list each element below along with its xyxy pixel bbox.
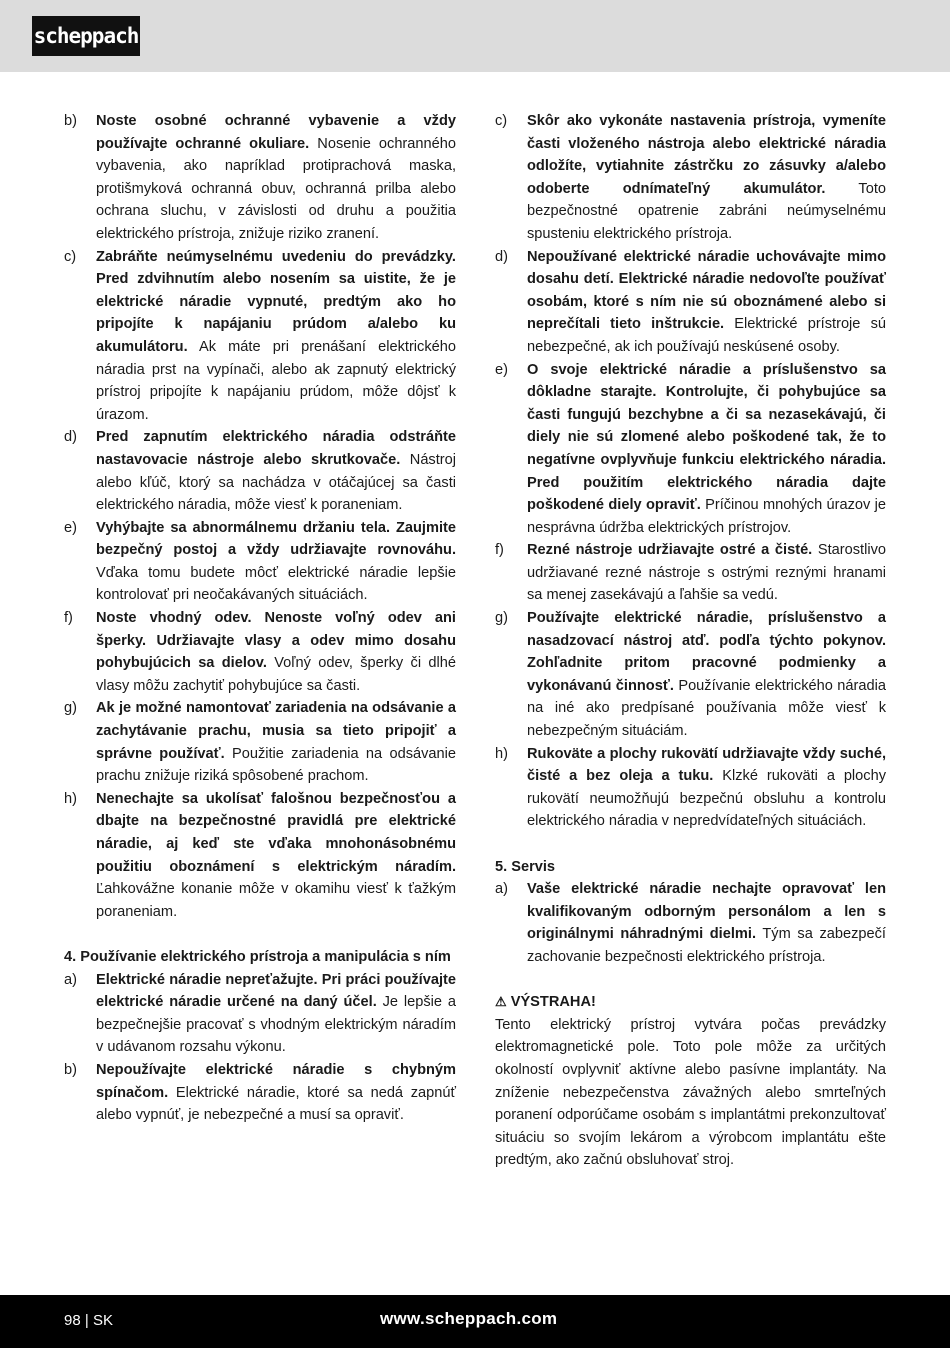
item-text: Ak máte pri prenášaní elektrického náradia prst na vypínači, alebo ak zapnutý elektrický prístroj pripojíte k napájaniu prúdom, môže dôjsť k úrazom. — [96, 338, 456, 423]
list-item — [495, 539, 886, 607]
list-item — [64, 517, 456, 607]
item-bold-text: Pred zapnutím elektrického náradia odstráňte nastavovacie nástroje alebo skrutkovače. — [96, 429, 456, 468]
footer-separator: | — [84, 1312, 89, 1329]
item-text: Použitie zariadenia na odsávanie prachu znižuje riziká spôsobené prachom. — [96, 745, 456, 785]
header-band — [0, 0, 950, 72]
scheppach-logo: scheppach — [32, 16, 140, 56]
item-label: a) — [495, 881, 508, 898]
item-text: Klzké rukoväti a plochy rukovätí neumožňujú bezpečnú obsluhu a kontrolu elektrického náradia v nepredvídateľných situáciách. — [527, 768, 887, 830]
list-item — [64, 110, 456, 246]
item-bold-text: Elektrické náradie nepreťažujte. Pri práci používajte elektrické náradie určené na daný účel. — [96, 971, 456, 1011]
item-text: Vďaka tomu budete môcť elektrické náradie lepšie kontrolovať pri neočakávaných situáciách. — [96, 564, 456, 604]
item-text: Starostlivo udržiavané rezné nástroje s ostrými reznými hranami sa menej zasekávajú a ľahšie sa vedú. — [527, 542, 887, 604]
item-bold-text: Vaše elektrické náradie nechajte opravovať len kvalifikovaným odborným personálom a len s originálnymi náhradnými dielmi. — [527, 881, 886, 943]
item-text: Nástroj alebo kľúč, ktorý sa nachádza v otáčajúcej sa časti elektrického náradia, môže viesť k poraneniam. — [96, 451, 456, 514]
item-label: c) — [495, 113, 508, 129]
warning-title — [495, 991, 886, 1014]
item-text: Elektrické náradie, ktoré sa nedá zapnúť alebo vypnúť, je nebezpečné a musí sa opraviť. — [96, 1084, 456, 1124]
section-5-heading: 5. Servis — [495, 858, 556, 875]
website-url: www.scheppach.com — [380, 1309, 558, 1328]
item-label: f) — [64, 610, 73, 627]
item-text: Ľahkovážne konanie môže v okamihu viesť k ťažkým poraneniam. — [96, 881, 456, 920]
item-text: Voľný odev, šperky či dlhé vlasy môžu zachytiť pohybujúce sa časti. — [96, 655, 457, 694]
item-label: f) — [495, 542, 504, 559]
item-text: Príčinou mnohých úrazov je nesprávna údržba elektrických prístrojov. — [527, 497, 886, 536]
item-bold-text: Vyhýbajte sa abnormálnemu držaniu tela. Zaujmite bezpečný postoj a vždy udržiavajte rovnováhu. — [96, 519, 456, 559]
warning-text: Tento elektrický prístroj vytvára počas prevádzky elektromagnetické pole. Toto pole môže za určitých okolností ovplyvniť aktívne alebo pasívne implantáty. Na zníženie nebezpečenstva závažných alebo smrteľných poranení odporúčame osobám s implantátmi prekonzultovať situáciu so svojím lekárom a výrobcom implantátu ešte predtým, ako začnú obsluhovať stroj. — [495, 1016, 886, 1169]
list-item — [495, 246, 886, 359]
item-text: Toto bezpečnostné opatrenie zabráni neúmyselnému spusteniu elektrického prístroja. — [527, 180, 886, 242]
item-text: Nosenie ochranného vybavenia, ako napríklad protiprachová maska, protišmyková ochranná obuv, ochranná prilba alebo ochrana sluchu, v závislosti od druhu a použitia elektrického prístroja, znižuje riziko zranení. — [96, 135, 456, 242]
list-item — [495, 743, 886, 833]
item-label: d) — [495, 248, 508, 265]
item-bold-text: Nepoužívajte elektrické náradie s chybným spínačom. — [96, 1061, 456, 1101]
item-label: c) — [64, 248, 77, 265]
list-item — [495, 878, 886, 968]
list-item — [495, 110, 886, 246]
warning-triangle-icon: ⚠ — [495, 994, 507, 1010]
item-label: h) — [64, 790, 77, 807]
language-code: SK — [92, 1312, 113, 1329]
item-label: g) — [64, 700, 77, 717]
item-bold-text: Nepoužívané elektrické náradie uchovávajte mimo dosahu detí. Elektrické náradie nedovoľte používať osobám, ktoré s ním nie sú oboznámené alebo si neprečítali tieto inštrukcie. — [527, 248, 886, 333]
footer-bar — [0, 1295, 950, 1348]
list-item — [495, 359, 886, 540]
item-label: e) — [495, 361, 508, 378]
item-bold-text: Rukoväte a plochy rukovätí udržiavajte vždy suché, čisté a bez oleja a tuku. — [527, 745, 886, 785]
left-column — [64, 110, 456, 1127]
item-bold-text: Ak je možné namontovať zariadenia na odsávanie a zachytávanie prachu, musia sa tieto pripojiť a správne používať. — [96, 700, 456, 762]
warning-title-text: VÝSTRAHA! — [510, 994, 596, 1011]
item-label: e) — [64, 519, 77, 536]
item-label: h) — [495, 745, 508, 762]
item-bold-text: Skôr ako vykonáte nastavenia prístroja, vymeníte časti vloženého nástroja alebo elektrické náradia odložíte, vytiahnite zástrčku zo zásuvky a/alebo odoberte odnímateľný akumulátor. — [527, 113, 886, 197]
page-number — [64, 1312, 113, 1329]
item-label: b) — [64, 1061, 77, 1078]
item-text: Používanie elektrického náradia na iné ako predpísané používania môže viesť k nebezpečným situáciám. — [527, 677, 886, 740]
item-text: Elektrické prístroje sú nebezpečné, ak ich používajú neskúsené osoby. — [527, 316, 886, 355]
item-bold-text: Noste vhodný odev. Nenoste voľný odev ani šperky. Udržiavajte vlasy a odev mimo dosahu pohybujúcich sa dielov. — [96, 610, 456, 672]
item-bold-text: Noste osobné ochranné vybavenie a vždy používajte ochranné okuliare. — [96, 113, 456, 152]
item-bold-text: Používajte elektrické náradie, príslušenstvo a nasadzovací nástroj atď. podľa týchto pokynov. Zohľadnite pritom pracovné podmienky a vykonávanú činnosť. — [527, 610, 886, 694]
list-item — [64, 426, 456, 516]
item-text: Tým sa zabezpečí zachovanie bezpečnosti elektrického prístroja. — [527, 926, 886, 965]
item-text: Je lepšie a bezpečnejšie pracovať s vhodným elektrickým náradím v udávanom rozsahu výkonu. — [96, 994, 456, 1056]
item-label: b) — [64, 113, 77, 129]
list-item — [495, 607, 886, 743]
item-bold-text: Zabráňte neúmyselnému uvedeniu do prevádzky. Pred zdvihnutím alebo nosením sa uistite, že je elektrické náradie vypnuté, predtým ako ho pripojíte k napájaniu prúdom a/alebo ku akumulátoru. — [96, 248, 456, 355]
item-label: a) — [64, 971, 77, 988]
right-column — [495, 110, 886, 1172]
item-label: d) — [64, 429, 77, 446]
list-item — [64, 697, 456, 787]
list-item — [64, 246, 456, 427]
section-4-heading: 4. Používanie elektrického prístroja a manipulácia s ním — [64, 948, 451, 965]
list-item — [64, 607, 456, 697]
list-item — [64, 969, 456, 1059]
item-bold-text: Rezné nástroje udržiavajte ostré a čisté. — [527, 542, 813, 559]
page-number-value: 98 — [64, 1312, 81, 1329]
item-bold-text: O svoje elektrické náradie a príslušenstvo sa dôkladne starajte. Kontrolujte, či pohybujúce sa časti fungujú bezchybne a či sa nezasekávajú, či diely nie sú zlomené alebo poškodené tak, že to negatívne ovplyvňuje funkciu elektrického náradia. Pred použitím elektrického náradia dajte poškodené diely opraviť. — [527, 361, 886, 514]
list-item — [64, 1059, 456, 1127]
item-label: g) — [495, 610, 508, 627]
list-item — [64, 788, 456, 924]
item-bold-text: Nenechajte sa ukolísať falošnou bezpečnosťou a dbajte na bezpečnostné pravidlá pre elektrické náradie, aj keď ste vďaka mnohonásobnému použitiu oboznámení s elektrickým náradím. — [96, 790, 456, 875]
